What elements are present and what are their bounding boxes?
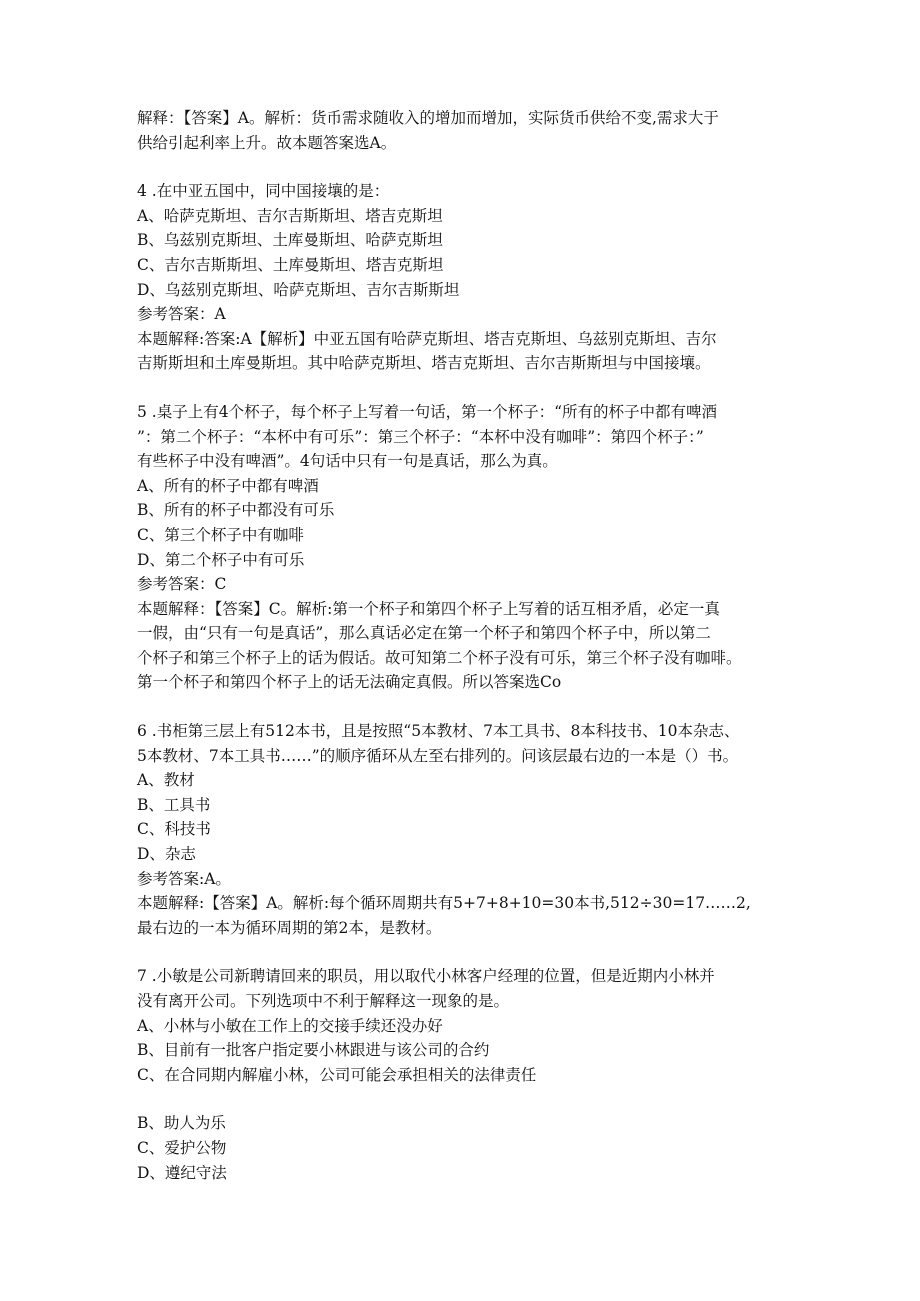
reference-answer: 参考答案：C	[137, 575, 227, 594]
question-stem: 有些杯子中没有啤酒”。4句话中只有一句是真话，那么为真。	[137, 452, 558, 471]
explanation-line: 一假，由“只有一句是真话”，那么真话必定在第一个杯子和第四个杯子中，所以第二	[137, 624, 711, 643]
option-d: D、遵纪守法	[137, 1163, 227, 1182]
option-a: A、哈萨克斯坦、吉尔吉斯斯坦、塔吉克斯坦	[137, 206, 443, 225]
question-6	[137, 719, 787, 940]
option-c: C、在合同期内解雇小林，公司可能会承担相关的法律责任	[137, 1065, 537, 1084]
option-b: B、目前有一批客户指定要小林跟进与该公司的合约	[137, 1041, 490, 1060]
question-stem: 5本教材、7本工具书……”的顺序循环从左至右排列的。问该层最右边的一本是（）书。	[137, 746, 739, 765]
question-stem: 没有离开公司。下列选项中不利于解释这一现象的是。	[137, 992, 510, 1010]
explanation-line: 本题解释:【答案】A。解析:每个循环周期共有5+7+8+10=30本书,512÷30=17……2,	[137, 894, 751, 913]
reference-answer: 参考答案:A。	[137, 869, 231, 888]
option-a: A、所有的杯子中都有啤酒	[137, 476, 319, 495]
question-stem: 7 .小敏是公司新聘请回来的职员，用以取代小林客户经理的位置，但是近期内小林并	[137, 967, 715, 986]
question-5	[137, 400, 787, 695]
explanation-line: 最右边的一本为循环周期的第2本，是教材。	[137, 918, 442, 937]
option-c: C、吉尔吉斯斯坦、土库曼斯坦、塔吉克斯坦	[137, 255, 444, 274]
question-8-tail	[137, 1111, 787, 1185]
option-c: C、第三个杯子中有咖啡	[137, 525, 304, 544]
explanation-line: 解释：【答案】A。解析：货币需求随收入的增加而增加，实际货币供给不变,需求大于	[137, 109, 719, 127]
option-b: B、工具书	[137, 795, 211, 814]
question-stem: 6 .书柜第三层上有512本书，且是按照“5本教材、7本工具书、8本科技书、10本杂志、	[137, 722, 740, 741]
explanation-line: 本题解释：【答案】C。解析:第一个杯子和第四个杯子上写着的话互相矛盾，必定一真	[137, 599, 720, 618]
option-d: D、乌兹别克斯坦、哈萨克斯坦、吉尔吉斯斯坦	[137, 280, 460, 299]
option-b: B、所有的杯子中都没有可乐	[137, 501, 335, 520]
option-b: B、乌兹别克斯坦、土库曼斯坦、哈萨克斯坦	[137, 231, 443, 250]
option-a: A、教材	[137, 771, 195, 790]
reference-answer: 参考答案：A	[137, 305, 226, 324]
option-c: C、科技书	[137, 820, 211, 839]
option-b: B、助人为乐	[137, 1114, 226, 1133]
question-4	[137, 179, 787, 376]
explanation-line: 第一个杯子和第四个杯子上的话无法确定真假。所以答案选Co	[137, 673, 562, 692]
question-stem: ”：第二个杯子：“本杯中有可乐”：第三个杯子：“本杯中没有咖啡”：第四个杯子：”	[137, 427, 704, 446]
explanation-line: 个杯子和第三个杯子上的话为假话。故可知第二个杯子没有可乐，第三个杯子没有咖啡。	[137, 648, 742, 667]
question-stem: 4 .在中亚五国中，同中国接壤的是：	[137, 182, 390, 201]
option-d: D、第二个杯子中有可乐	[137, 550, 305, 569]
question-stem: 5 .桌子上有4个杯子，每个杯子上写着一句话，第一个杯子：“所有的杯子中都有啤酒	[137, 402, 718, 421]
question-3-tail	[137, 106, 787, 155]
question-7	[137, 964, 787, 1087]
explanation-line: 供给引起利率上升。故本题答案选A。	[137, 133, 397, 152]
option-a: A、小林与小敏在工作上的交接手续还没办好	[137, 1016, 443, 1035]
option-c: C、爱护公物	[137, 1138, 227, 1157]
document-page	[137, 106, 787, 1185]
explanation-line: 本题解释:答案:A【解析】中亚五国有哈萨克斯坦、塔吉克斯坦、乌兹别克斯坦、吉尔	[137, 329, 717, 348]
explanation-line: 吉斯斯坦和土库曼斯坦。其中哈萨克斯坦、塔吉克斯坦、吉尔吉斯斯坦与中国接壤。	[137, 354, 711, 373]
option-d: D、杂志	[137, 845, 196, 864]
